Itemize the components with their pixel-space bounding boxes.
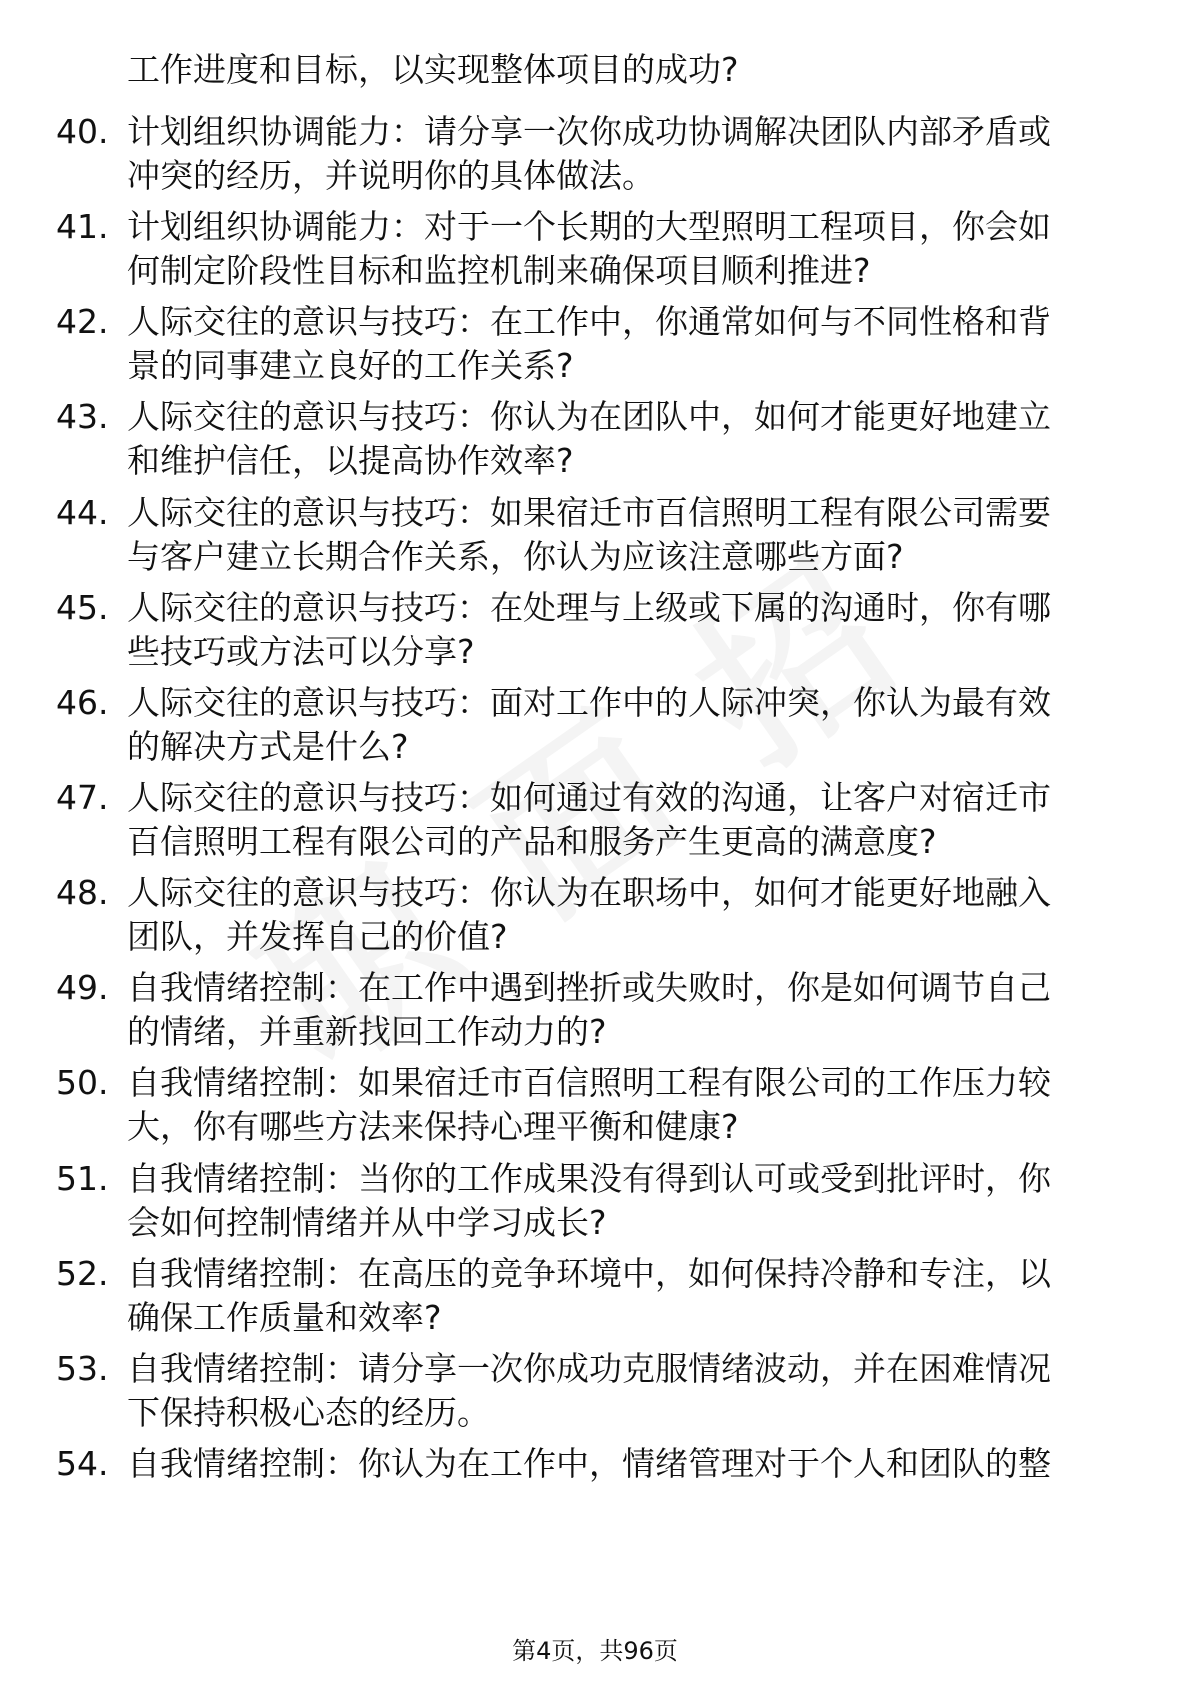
item-text: 人际交往的意识与技巧：如果宿迁市百信照明工程有限公司需要 与客户建立长期合作关系，你认为应该注意哪些方面? bbox=[127, 493, 1051, 576]
item-text: 人际交往的意识与技巧：如何通过有效的沟通，让客户对宿迁市 百信照明工程有限公司的产品和服务产生更高的满意度? bbox=[127, 778, 1051, 861]
page-footer: 第4页，共96页 bbox=[512, 1637, 678, 1665]
item-text: 人际交往的意识与技巧：面对工作中的人际冲突，你认为最有效 的解决方式是什么? bbox=[127, 683, 1051, 766]
item-text: 人际交往的意识与技巧：你认为在团队中，如何才能更好地建立 和维护信任，以提高协作效率? bbox=[127, 397, 1051, 480]
item-number: 51. bbox=[56, 1159, 109, 1198]
item-number: 40. bbox=[56, 112, 109, 151]
item-text: 自我情绪控制：如果宿迁市百信照明工程有限公司的工作压力较 大，你有哪些方法来保持心理平衡和健康? bbox=[127, 1063, 1051, 1146]
item-number: 52. bbox=[56, 1254, 109, 1293]
item-text: 自我情绪控制：在工作中遇到挫折或失败时，你是如何调节自己 的情绪，并重新找回工作动力的? bbox=[127, 968, 1051, 1051]
item-number: 42. bbox=[56, 302, 109, 341]
item-number: 49. bbox=[56, 968, 109, 1007]
item-text: 人际交往的意识与技巧：在工作中，你通常如何与不同性格和背 景的同事建立良好的工作关系? bbox=[127, 302, 1051, 385]
item-number: 46. bbox=[56, 683, 109, 722]
item-number: 48. bbox=[56, 873, 109, 912]
item-text: 计划组织协调能力：请分享一次你成功协调解决团队内部矛盾或 冲突的经历，并说明你的具体做法。 bbox=[127, 112, 1051, 195]
item-number: 50. bbox=[56, 1063, 109, 1102]
item-text: 自我情绪控制：在高压的竞争环境中，如何保持冷静和专注，以 确保工作质量和效率? bbox=[127, 1254, 1051, 1337]
item-number: 41. bbox=[56, 207, 109, 246]
item-number: 45. bbox=[56, 588, 109, 627]
item-text: 计划组织协调能力：对于一个长期的大型照明工程项目，你会如 何制定阶段性目标和监控机制来确保项目顺利推进? bbox=[127, 207, 1051, 290]
item-number: 53. bbox=[56, 1349, 109, 1388]
item-number: 43. bbox=[56, 397, 109, 436]
item-number: 44. bbox=[56, 493, 109, 532]
item-text: 自我情绪控制：你认为在工作中，情绪管理对于个人和团队的整 bbox=[127, 1444, 1051, 1483]
item-text: 自我情绪控制：请分享一次你成功克服情绪波动，并在困难情况 下保持积极心态的经历。 bbox=[127, 1349, 1051, 1432]
item-number: 54. bbox=[56, 1444, 109, 1483]
item-text: 人际交往的意识与技巧：在处理与上级或下属的沟通时，你有哪 些技巧或方法可以分享? bbox=[127, 588, 1051, 671]
item-text: 人际交往的意识与技巧：你认为在职场中，如何才能更好地融入 团队，并发挥自己的价值? bbox=[127, 873, 1051, 956]
item-number: 47. bbox=[56, 778, 109, 817]
item-text: 自我情绪控制：当你的工作成果没有得到认可或受到批评时，你 会如何控制情绪并从中学习成长? bbox=[127, 1159, 1051, 1242]
continuation-text: 工作进度和目标，以实现整体项目的成功? bbox=[127, 50, 739, 89]
